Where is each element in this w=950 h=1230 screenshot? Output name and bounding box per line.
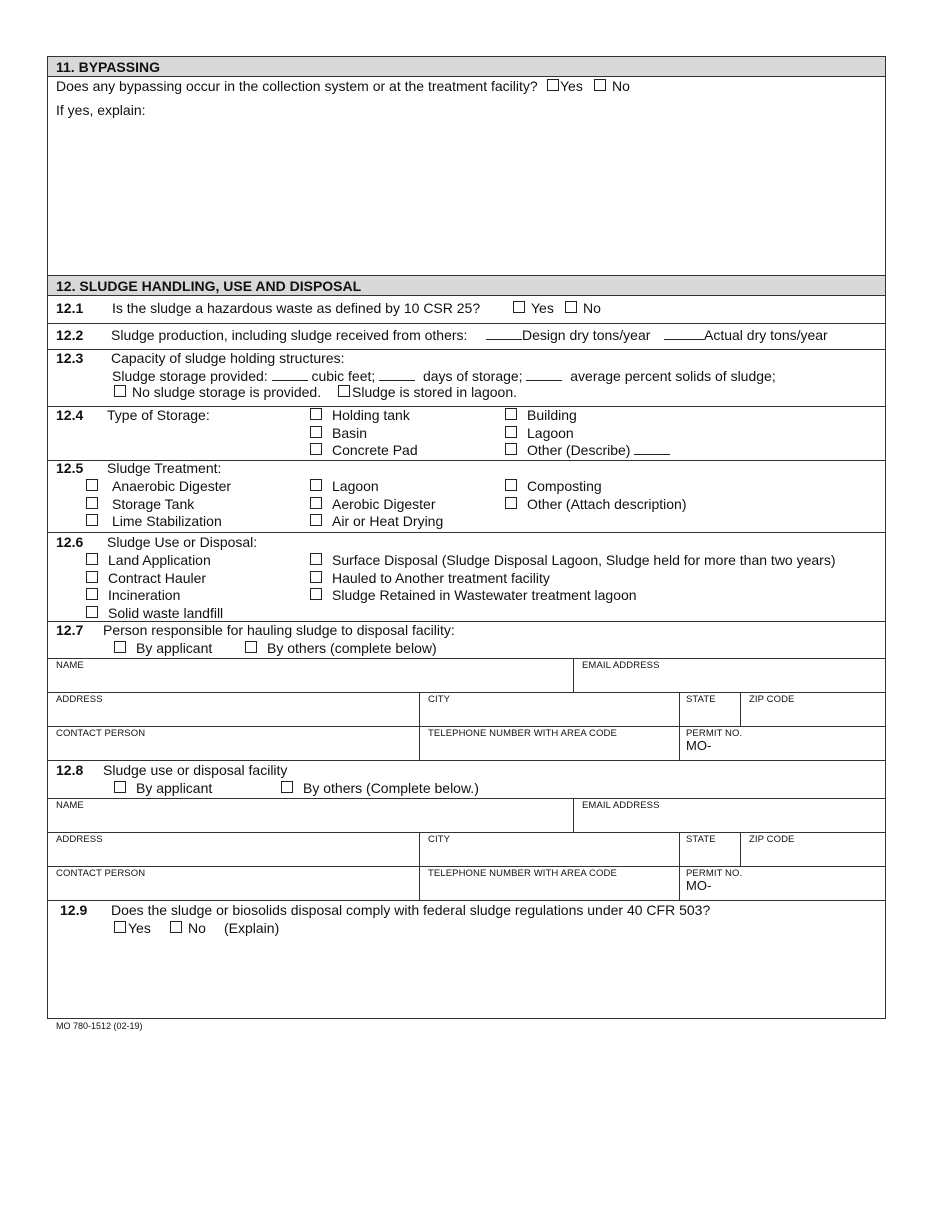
storage-lagoon-label: Lagoon bbox=[527, 425, 574, 441]
days-storage-input[interactable] bbox=[379, 368, 415, 381]
q12-8-text: Sludge use or disposal facility bbox=[103, 762, 288, 778]
q12-2-text: Sludge production, including sludge received from others: bbox=[111, 327, 468, 343]
q12-2-design: Design dry tons/year bbox=[486, 327, 650, 343]
q12-1-no-label: No bbox=[583, 300, 601, 316]
facility-others-label: By others (Complete below.) bbox=[303, 780, 479, 796]
facility-applicant-checkbox[interactable] bbox=[114, 781, 126, 793]
treat-lagoon-label: Lagoon bbox=[332, 478, 379, 494]
q12-8-number: 12.8 bbox=[56, 762, 84, 778]
hauler-applicant-label: By applicant bbox=[136, 640, 213, 656]
treat-composting-label: Composting bbox=[527, 478, 602, 494]
storage-other-label: Other (Describe) bbox=[527, 442, 670, 458]
hauler-city-field[interactable]: CITY bbox=[428, 694, 451, 705]
disp-landfill-checkbox[interactable] bbox=[86, 606, 98, 618]
q12-9-text: Does the sludge or biosolids disposal comply with federal sludge regulations under 40 CFR 503? bbox=[111, 902, 711, 918]
stored-lagoon-checkbox[interactable] bbox=[338, 385, 350, 397]
treat-lime-checkbox[interactable] bbox=[86, 514, 98, 526]
q12-2-number: 12.2 bbox=[56, 327, 84, 343]
bypassing-yes-label: Yes bbox=[560, 78, 583, 94]
treat-anaerobic-checkbox[interactable] bbox=[86, 479, 98, 491]
storage-other-checkbox[interactable] bbox=[505, 443, 517, 455]
facility-permit-label: PERMIT NO. bbox=[686, 868, 743, 879]
treat-storage-tank-checkbox[interactable] bbox=[86, 497, 98, 509]
section-11-header bbox=[48, 57, 885, 76]
disp-landfill-label: Solid waste landfill bbox=[108, 605, 224, 621]
bypassing-no-label: No bbox=[612, 78, 630, 94]
actual-tons-input[interactable] bbox=[664, 327, 704, 340]
cubic-feet-input[interactable] bbox=[272, 368, 308, 381]
q12-3-text: Capacity of sludge holding structures: bbox=[111, 350, 345, 366]
facility-name-field[interactable]: NAME bbox=[56, 800, 84, 811]
treat-anaerobic-label: Anaerobic Digester bbox=[112, 478, 232, 494]
storage-concrete-pad-checkbox[interactable] bbox=[310, 443, 322, 455]
hauler-email-field[interactable]: EMAIL ADDRESS bbox=[582, 660, 660, 671]
hauler-others-checkbox[interactable] bbox=[245, 641, 257, 653]
permit-form bbox=[47, 56, 886, 1019]
disp-incineration-checkbox[interactable] bbox=[86, 588, 98, 600]
hauler-address-field[interactable]: ADDRESS bbox=[56, 694, 103, 705]
percent-solids-input[interactable] bbox=[526, 368, 562, 381]
q12-1-yes-label: Yes bbox=[531, 300, 554, 316]
q12-6-number: 12.6 bbox=[56, 534, 84, 550]
disp-surface-checkbox[interactable] bbox=[310, 553, 322, 565]
q12-7-number: 12.7 bbox=[56, 622, 84, 638]
storage-other-input[interactable] bbox=[634, 442, 670, 455]
treat-lagoon-checkbox[interactable] bbox=[310, 479, 322, 491]
facility-address-field[interactable]: ADDRESS bbox=[56, 834, 103, 845]
q12-9-yes-checkbox[interactable] bbox=[114, 921, 126, 933]
q12-6-text: Sludge Use or Disposal: bbox=[107, 534, 258, 550]
facility-permit-field[interactable]: MO- bbox=[686, 878, 712, 893]
storage-holding-tank-checkbox[interactable] bbox=[310, 408, 322, 420]
storage-building-label: Building bbox=[527, 407, 577, 423]
q12-3-number: 12.3 bbox=[56, 350, 84, 366]
disp-retained-label: Sludge Retained in Wastewater treatment lagoon bbox=[332, 587, 637, 603]
treat-composting-checkbox[interactable] bbox=[505, 479, 517, 491]
q12-9-explain-label: (Explain) bbox=[224, 920, 280, 936]
facility-applicant-label: By applicant bbox=[136, 780, 213, 796]
hauler-permit-field[interactable]: MO- bbox=[686, 738, 712, 753]
disp-surface-label: Surface Disposal (Sludge Disposal Lagoon, Sludge held for more than two years) bbox=[332, 552, 836, 568]
disp-hauled-checkbox[interactable] bbox=[310, 571, 322, 583]
storage-building-checkbox[interactable] bbox=[505, 408, 517, 420]
hauler-zip-field[interactable]: ZIP CODE bbox=[749, 694, 795, 705]
facility-phone-field[interactable]: TELEPHONE NUMBER WITH AREA CODE bbox=[428, 868, 617, 879]
facility-city-field[interactable]: CITY bbox=[428, 834, 451, 845]
bypassing-explain-label: If yes, explain: bbox=[56, 102, 146, 118]
q12-3-storage-line: Sludge storage provided: cubic feet; days of storage; average percent solids of sludge; bbox=[112, 368, 776, 384]
hauler-state-field[interactable]: STATE bbox=[686, 694, 716, 705]
treat-aerobic-checkbox[interactable] bbox=[310, 497, 322, 509]
hauler-contact-field[interactable]: CONTACT PERSON bbox=[56, 728, 146, 739]
disp-hauler-label: Contract Hauler bbox=[108, 570, 207, 586]
storage-holding-tank-label: Holding tank bbox=[332, 407, 410, 423]
q12-1-text: Is the sludge a hazardous waste as defined by 10 CSR 25? bbox=[112, 300, 481, 316]
disp-incineration-label: Incineration bbox=[108, 587, 181, 603]
disp-land-checkbox[interactable] bbox=[86, 553, 98, 565]
q12-9-no-label: No bbox=[188, 920, 206, 936]
treat-lime-label: Lime Stabilization bbox=[112, 513, 222, 529]
hauler-name-field[interactable]: NAME bbox=[56, 660, 84, 671]
stored-lagoon-label: Sludge is stored in lagoon. bbox=[352, 384, 517, 400]
disp-hauler-checkbox[interactable] bbox=[86, 571, 98, 583]
q12-2-actual: Actual dry tons/year bbox=[664, 327, 828, 343]
section-11-title: 11. BYPASSING bbox=[56, 59, 161, 75]
facility-others-checkbox[interactable] bbox=[281, 781, 293, 793]
q12-5-text: Sludge Treatment: bbox=[107, 460, 222, 476]
q12-4-text: Type of Storage: bbox=[107, 407, 210, 423]
q12-1-number: 12.1 bbox=[56, 300, 84, 316]
q12-9-number: 12.9 bbox=[60, 902, 88, 918]
q12-9-yes-label: Yes bbox=[128, 920, 151, 936]
facility-zip-field[interactable]: ZIP CODE bbox=[749, 834, 795, 845]
treat-drying-checkbox[interactable] bbox=[310, 514, 322, 526]
treat-other-checkbox[interactable] bbox=[505, 497, 517, 509]
storage-lagoon-checkbox[interactable] bbox=[505, 426, 517, 438]
treat-drying-label: Air or Heat Drying bbox=[332, 513, 444, 529]
hauler-applicant-checkbox[interactable] bbox=[114, 641, 126, 653]
storage-basin-checkbox[interactable] bbox=[310, 426, 322, 438]
no-storage-checkbox[interactable] bbox=[114, 385, 126, 397]
bypassing-yes-checkbox[interactable] bbox=[547, 79, 559, 91]
q12-5-number: 12.5 bbox=[56, 460, 84, 476]
storage-concrete-pad-label: Concrete Pad bbox=[332, 442, 418, 458]
hauler-phone-field[interactable]: TELEPHONE NUMBER WITH AREA CODE bbox=[428, 728, 617, 739]
q12-1-no-checkbox[interactable] bbox=[565, 301, 577, 313]
disp-retained-checkbox[interactable] bbox=[310, 588, 322, 600]
treat-other-label: Other (Attach description) bbox=[527, 496, 687, 512]
bypassing-no-checkbox[interactable] bbox=[594, 79, 606, 91]
section-12-title: 12. SLUDGE HANDLING, USE AND DISPOSAL bbox=[56, 278, 362, 294]
q12-4-number: 12.4 bbox=[56, 407, 84, 423]
hauler-others-label: By others (complete below) bbox=[267, 640, 437, 656]
q12-1-yes-checkbox[interactable] bbox=[513, 301, 525, 313]
bypassing-question: Does any bypassing occur in the collection system or at the treatment facility? bbox=[56, 78, 538, 94]
q12-7-text: Person responsible for hauling sludge to disposal facility: bbox=[103, 622, 455, 638]
treat-aerobic-label: Aerobic Digester bbox=[332, 496, 436, 512]
hauler-permit-label: PERMIT NO. bbox=[686, 728, 743, 739]
disp-land-label: Land Application bbox=[108, 552, 211, 568]
facility-state-field[interactable]: STATE bbox=[686, 834, 716, 845]
no-storage-label: No sludge storage is provided. bbox=[132, 384, 322, 400]
form-number-footer: MO 780-1512 (02-19) bbox=[56, 1021, 143, 1031]
disp-hauled-label: Hauled to Another treatment facility bbox=[332, 570, 550, 586]
treat-storage-tank-label: Storage Tank bbox=[112, 496, 195, 512]
facility-contact-field[interactable]: CONTACT PERSON bbox=[56, 868, 146, 879]
design-tons-input[interactable] bbox=[486, 327, 522, 340]
q12-9-no-checkbox[interactable] bbox=[170, 921, 182, 933]
facility-email-field[interactable]: EMAIL ADDRESS bbox=[582, 800, 660, 811]
storage-basin-label: Basin bbox=[332, 425, 368, 441]
